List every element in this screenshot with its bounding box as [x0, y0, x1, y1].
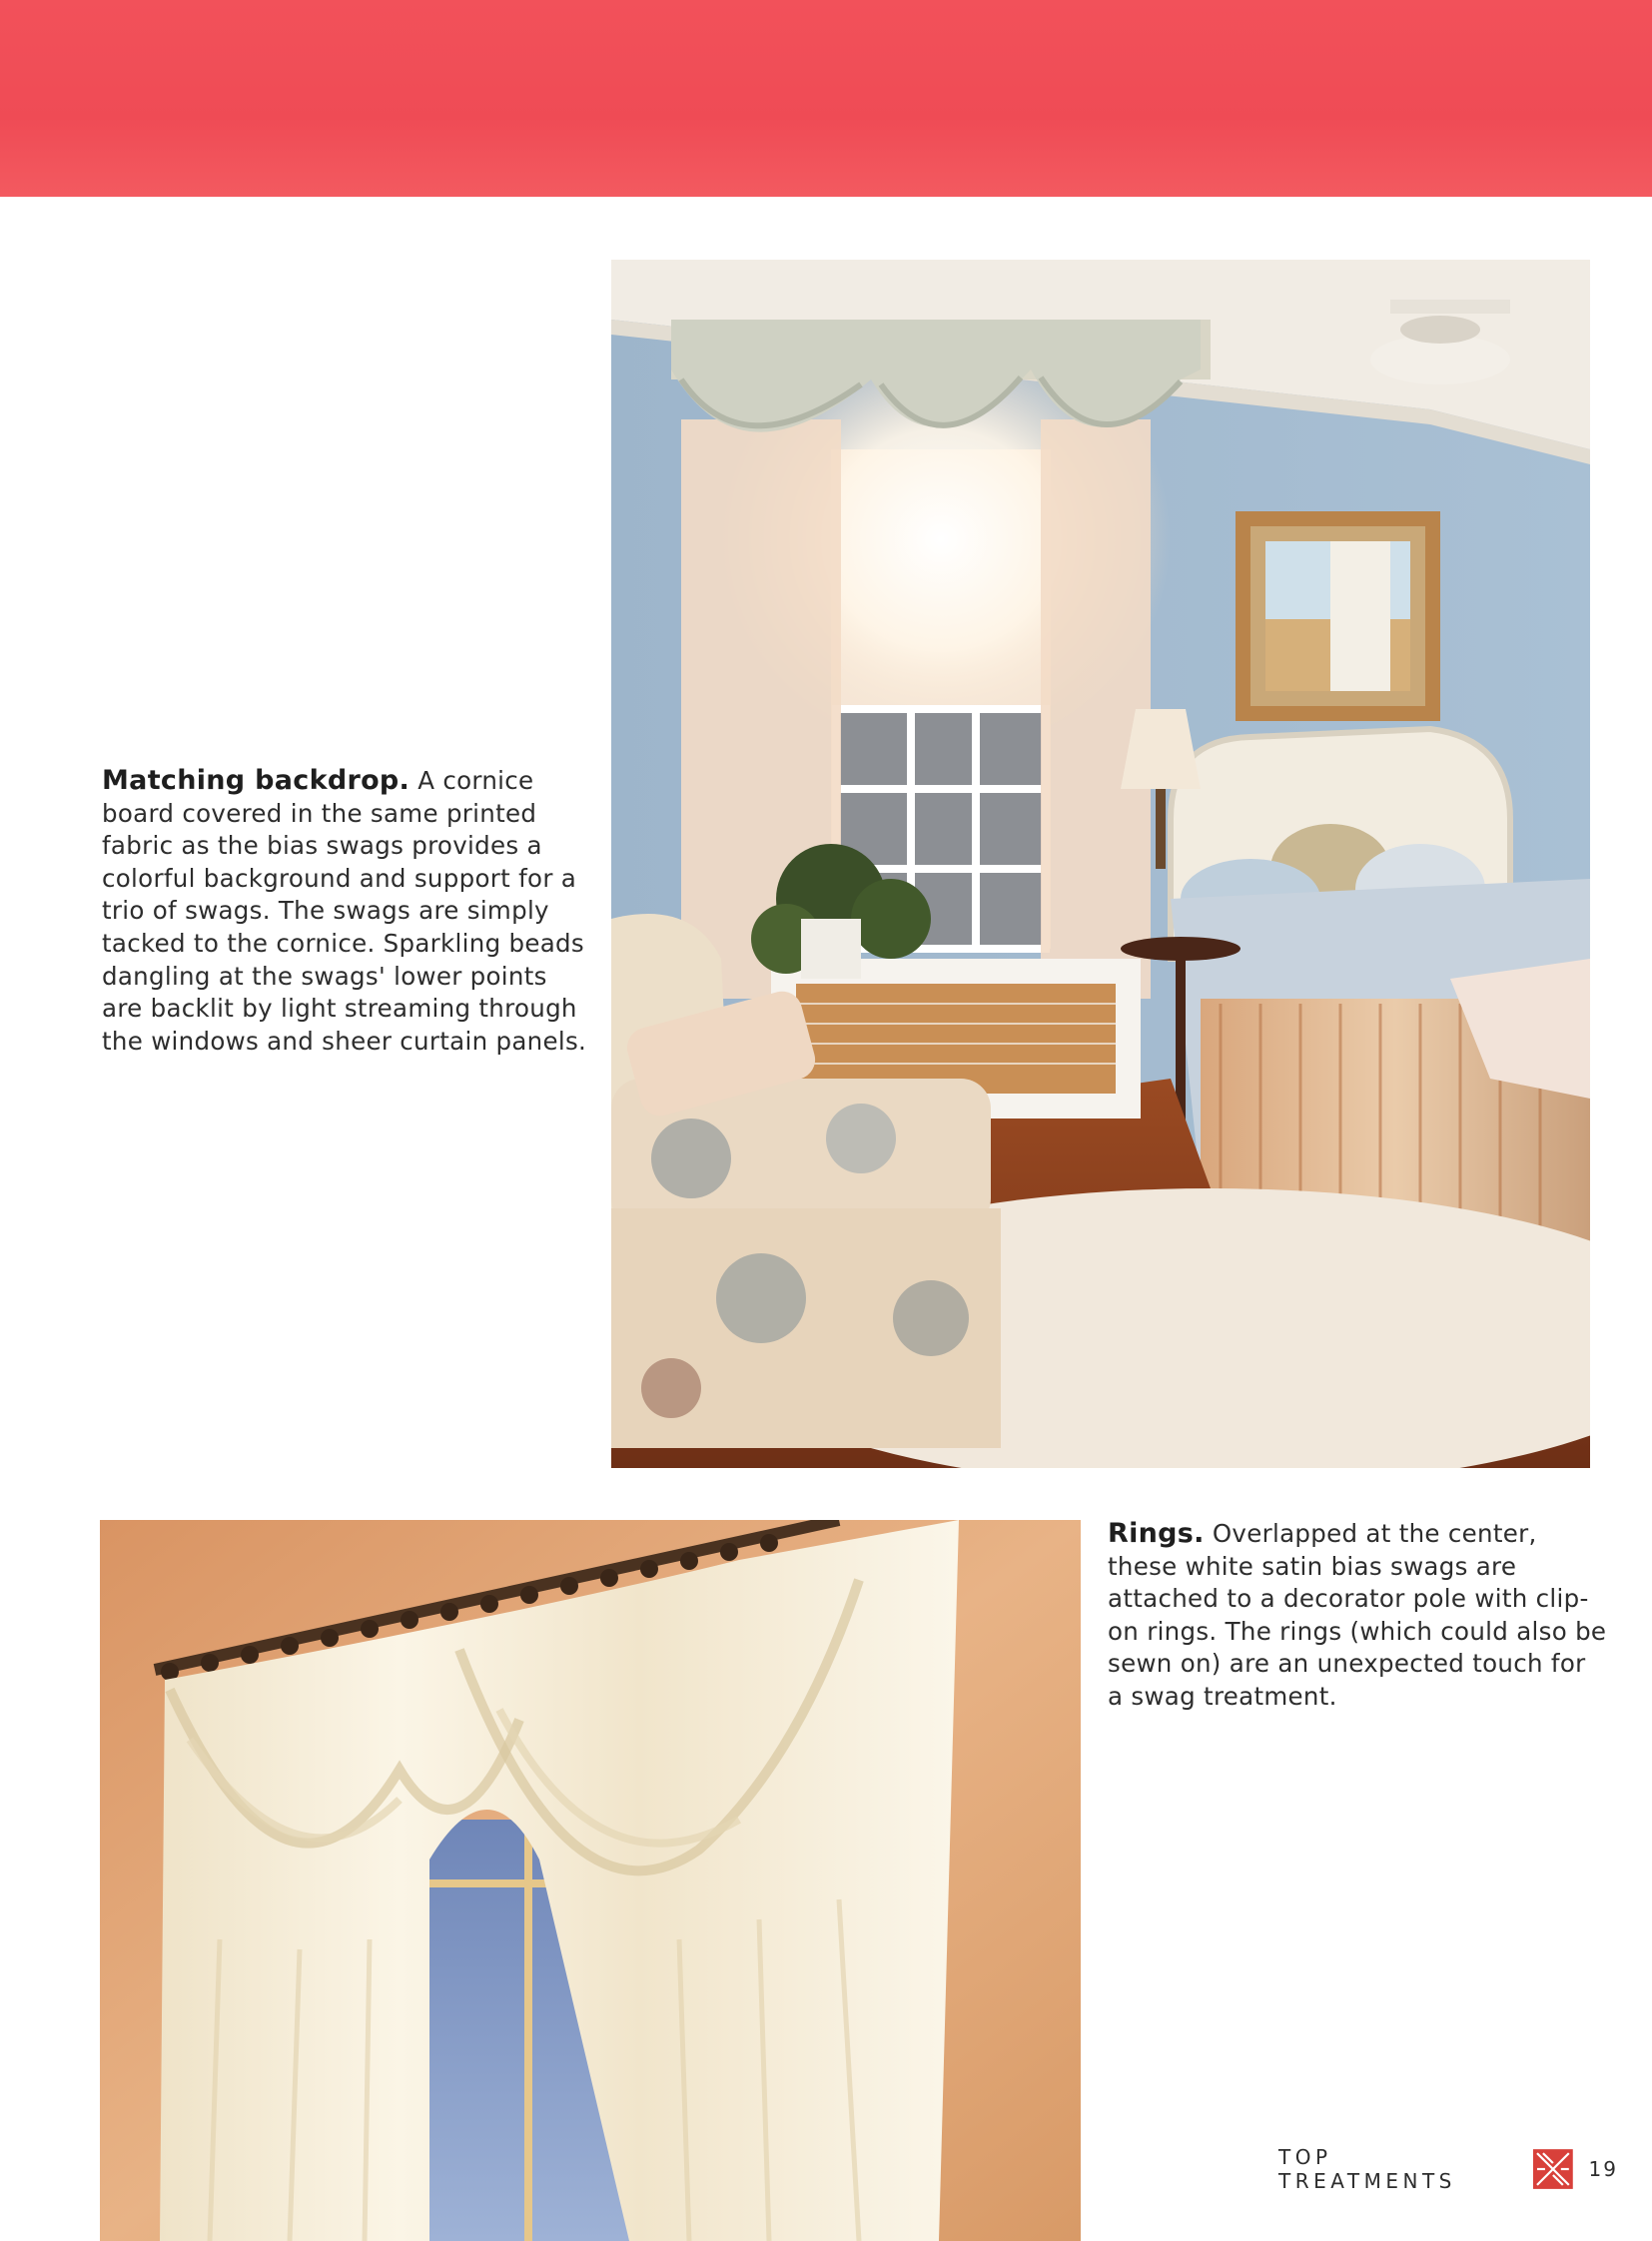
page-number: 19: [1588, 2157, 1618, 2181]
caption-matching-backdrop: [102, 765, 591, 1058]
page-footer: [1278, 2147, 1618, 2191]
caption-body: A cornice board covered in the same printed fabric as the bias swags provides a colorful background and support for a trio of swags. The swags are simply tacked to the cornice. Sparkling beads dangling at the swags' lower points are backlit by light streaming through the windows and sheer curtain panels.: [102, 766, 587, 1056]
caption-lead: Matching backdrop.: [102, 765, 411, 796]
caption-body: Overlapped at the center, these white satin bias swags are attached to a decorator pole with clip-on rings. The rings (which could also be sewn on) are an unexpected touch for a swag treatment.: [1108, 1519, 1607, 1711]
caption-rings: [1108, 1518, 1607, 1714]
rings-swag-photo: [100, 1520, 1081, 2241]
section-title: TOP TREATMENTS: [1278, 2145, 1456, 2193]
bedroom-swag-photo: [611, 260, 1590, 1468]
caption-lead: Rings.: [1108, 1518, 1205, 1549]
diamond-cross-icon: [1533, 2149, 1573, 2189]
header-color-band: [0, 0, 1652, 197]
